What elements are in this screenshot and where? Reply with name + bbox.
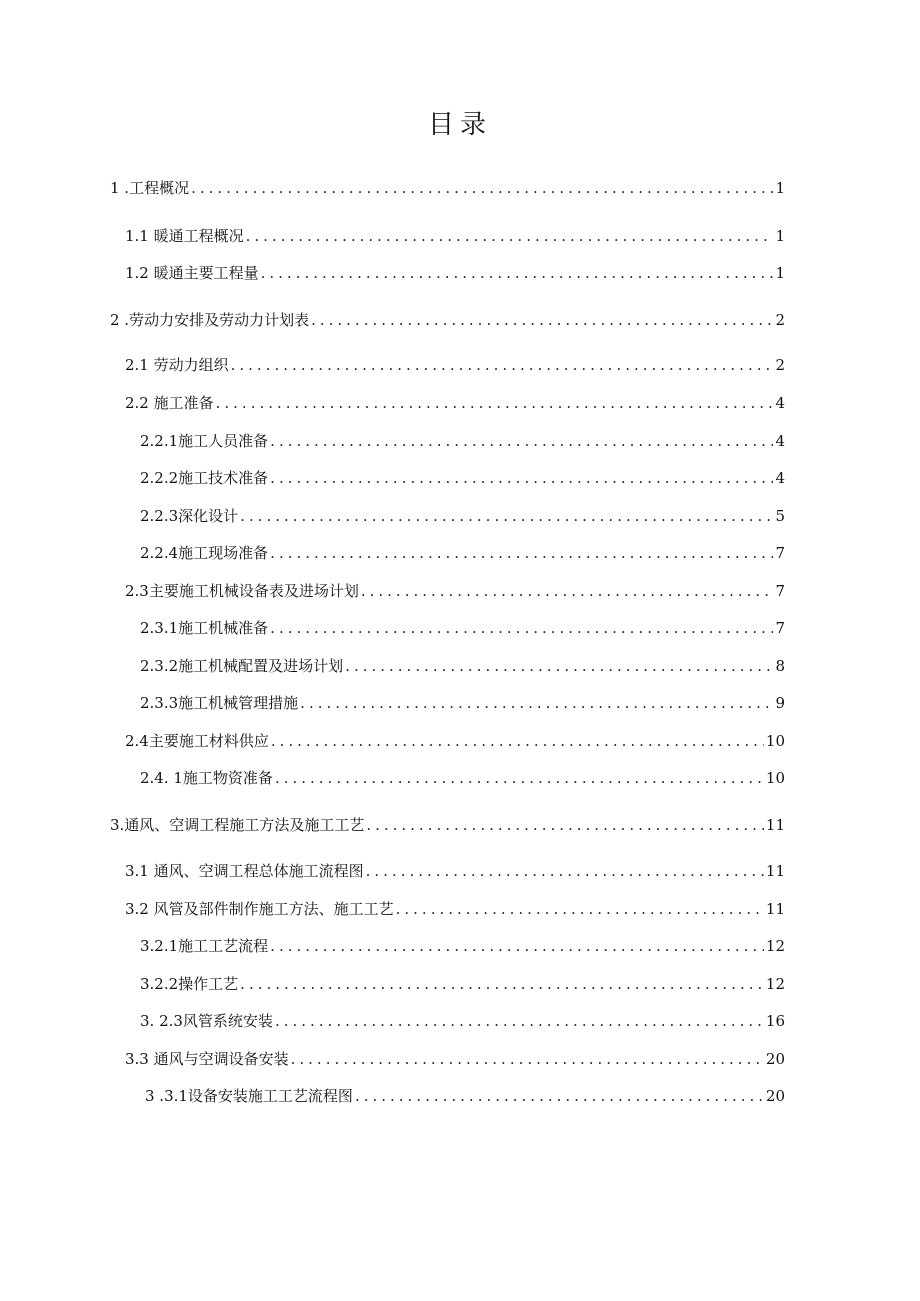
toc-leader-dots	[366, 860, 764, 882]
toc-leader-dots	[355, 1085, 764, 1107]
toc-entry[interactable]	[140, 505, 785, 527]
toc-entry[interactable]	[140, 467, 785, 489]
toc-entry[interactable]	[145, 1085, 785, 1107]
toc-page-number: 1	[775, 264, 785, 282]
toc-entry[interactable]	[140, 973, 785, 995]
toc-page-number: 9	[775, 694, 785, 712]
toc-entry[interactable]	[125, 1048, 785, 1070]
toc-entry-label: 2 .劳动力安排及劳动力计划表	[110, 311, 310, 329]
toc-page-number: 1	[775, 227, 785, 245]
toc-page-number: 2	[775, 356, 785, 374]
toc-entry-label: 3.3 通风与空调设备安装	[125, 1050, 289, 1068]
toc-entry[interactable]	[125, 730, 785, 752]
toc-entry-label: 2.3.1施工机械准备	[140, 619, 269, 637]
toc-entry[interactable]	[125, 392, 785, 414]
toc-entry-label: 2.2.4施工现场准备	[140, 544, 269, 562]
toc-leader-dots	[270, 542, 773, 564]
toc-entry-label: 1 .工程概况	[110, 179, 190, 197]
toc-entry-label: 3.1 通风、空调工程总体施工流程图	[125, 862, 364, 880]
toc-page-number: 20	[765, 1087, 785, 1105]
toc-entry-label: 3.通风、空调工程施工方法及施工工艺	[110, 816, 365, 834]
toc-entry-label: 2.4. 1施工物资准备	[140, 769, 273, 787]
toc-leader-dots	[261, 262, 773, 284]
toc-leader-dots	[396, 898, 764, 920]
toc-page-number: 4	[775, 394, 785, 412]
toc-entry-label: 2.2 施工准备	[125, 394, 214, 412]
toc-entry-label: 2.2.2施工技术准备	[140, 469, 269, 487]
toc-entry[interactable]	[140, 692, 785, 714]
toc-entry-label: 3.2 风管及部件制作施工方法、施工工艺	[125, 900, 394, 918]
toc-leader-dots	[271, 730, 764, 752]
toc-page-number: 11	[765, 900, 785, 918]
toc-leader-dots	[191, 177, 773, 199]
toc-entry-label: 3. 2.3风管系统安装	[140, 1012, 273, 1030]
toc-entry[interactable]	[110, 814, 785, 836]
toc-page-number: 7	[775, 619, 785, 637]
toc-entry[interactable]	[125, 580, 785, 602]
toc-leader-dots	[216, 392, 773, 414]
toc-leader-dots	[231, 354, 773, 376]
toc-leader-dots	[300, 692, 773, 714]
toc-entry[interactable]	[125, 225, 785, 247]
toc-page-number: 7	[775, 582, 785, 600]
toc-page-number: 16	[765, 1012, 785, 1030]
toc-entry-label: 1.2 暖通主要工程量	[125, 264, 259, 282]
toc-entry[interactable]	[110, 309, 785, 331]
toc-title: 目录	[427, 110, 492, 140]
toc-leader-dots	[270, 935, 764, 957]
toc-page-number: 4	[775, 469, 785, 487]
toc-leader-dots	[366, 814, 764, 836]
toc-leader-dots	[361, 580, 773, 602]
toc-page-number: 8	[775, 657, 785, 675]
toc-leader-dots	[240, 505, 773, 527]
toc-entry-label: 2.3主要施工机械设备表及进场计划	[125, 582, 359, 600]
toc-leader-dots	[270, 430, 773, 452]
toc-entry[interactable]	[140, 542, 785, 564]
toc-entry-label: 2.2.1施工人员准备	[140, 432, 269, 450]
toc-leader-dots	[275, 767, 764, 789]
toc-page-number: 2	[775, 311, 785, 329]
toc-leader-dots	[345, 655, 773, 677]
toc-entry[interactable]	[110, 177, 785, 199]
toc-page-number: 11	[765, 862, 785, 880]
toc-entry-label: 2.3.3施工机械管理措施	[140, 694, 299, 712]
toc-entry[interactable]	[140, 767, 785, 789]
toc-entry[interactable]	[125, 860, 785, 882]
toc-page-number: 12	[765, 975, 785, 993]
toc-entry-label: 2.3.2施工机械配置及进场计划	[140, 657, 344, 675]
toc-entry[interactable]	[125, 354, 785, 376]
toc-entry[interactable]	[140, 617, 785, 639]
toc-leader-dots	[246, 225, 773, 247]
toc-page-number: 12	[765, 937, 785, 955]
toc-leader-dots	[270, 467, 773, 489]
toc-entry[interactable]	[125, 898, 785, 920]
toc-entry-label: 3.2.1施工工艺流程	[140, 937, 269, 955]
toc-leader-dots	[275, 1010, 764, 1032]
toc-leader-dots	[240, 973, 764, 995]
toc-leader-dots	[311, 309, 773, 331]
toc-entry-label: 1.1 暖通工程概况	[125, 227, 244, 245]
toc-entry[interactable]	[140, 1010, 785, 1032]
toc-entry-label: 3.2.2操作工艺	[140, 975, 239, 993]
toc-page-number: 7	[775, 544, 785, 562]
toc-page-number: 1	[775, 179, 785, 197]
toc-page-number: 11	[765, 816, 785, 834]
toc-page-number: 4	[775, 432, 785, 450]
toc-page-number: 10	[765, 769, 785, 787]
toc-entry[interactable]	[140, 430, 785, 452]
toc-entry[interactable]	[140, 935, 785, 957]
toc-page-number: 10	[765, 732, 785, 750]
toc-entry-label: 2.2.3深化设计	[140, 507, 239, 525]
toc-leader-dots	[291, 1048, 764, 1070]
toc-entry-label: 2.4主要施工材料供应	[125, 732, 269, 750]
toc-entry-label: 2.1 劳动力组织	[125, 356, 229, 374]
toc-page-number: 20	[765, 1050, 785, 1068]
toc-entry-label: 3 .3.1设备安装施工工艺流程图	[145, 1087, 353, 1105]
toc-leader-dots	[270, 617, 773, 639]
toc-page-number: 5	[775, 507, 785, 525]
toc-entry[interactable]	[125, 262, 785, 284]
toc-entry[interactable]	[140, 655, 785, 677]
